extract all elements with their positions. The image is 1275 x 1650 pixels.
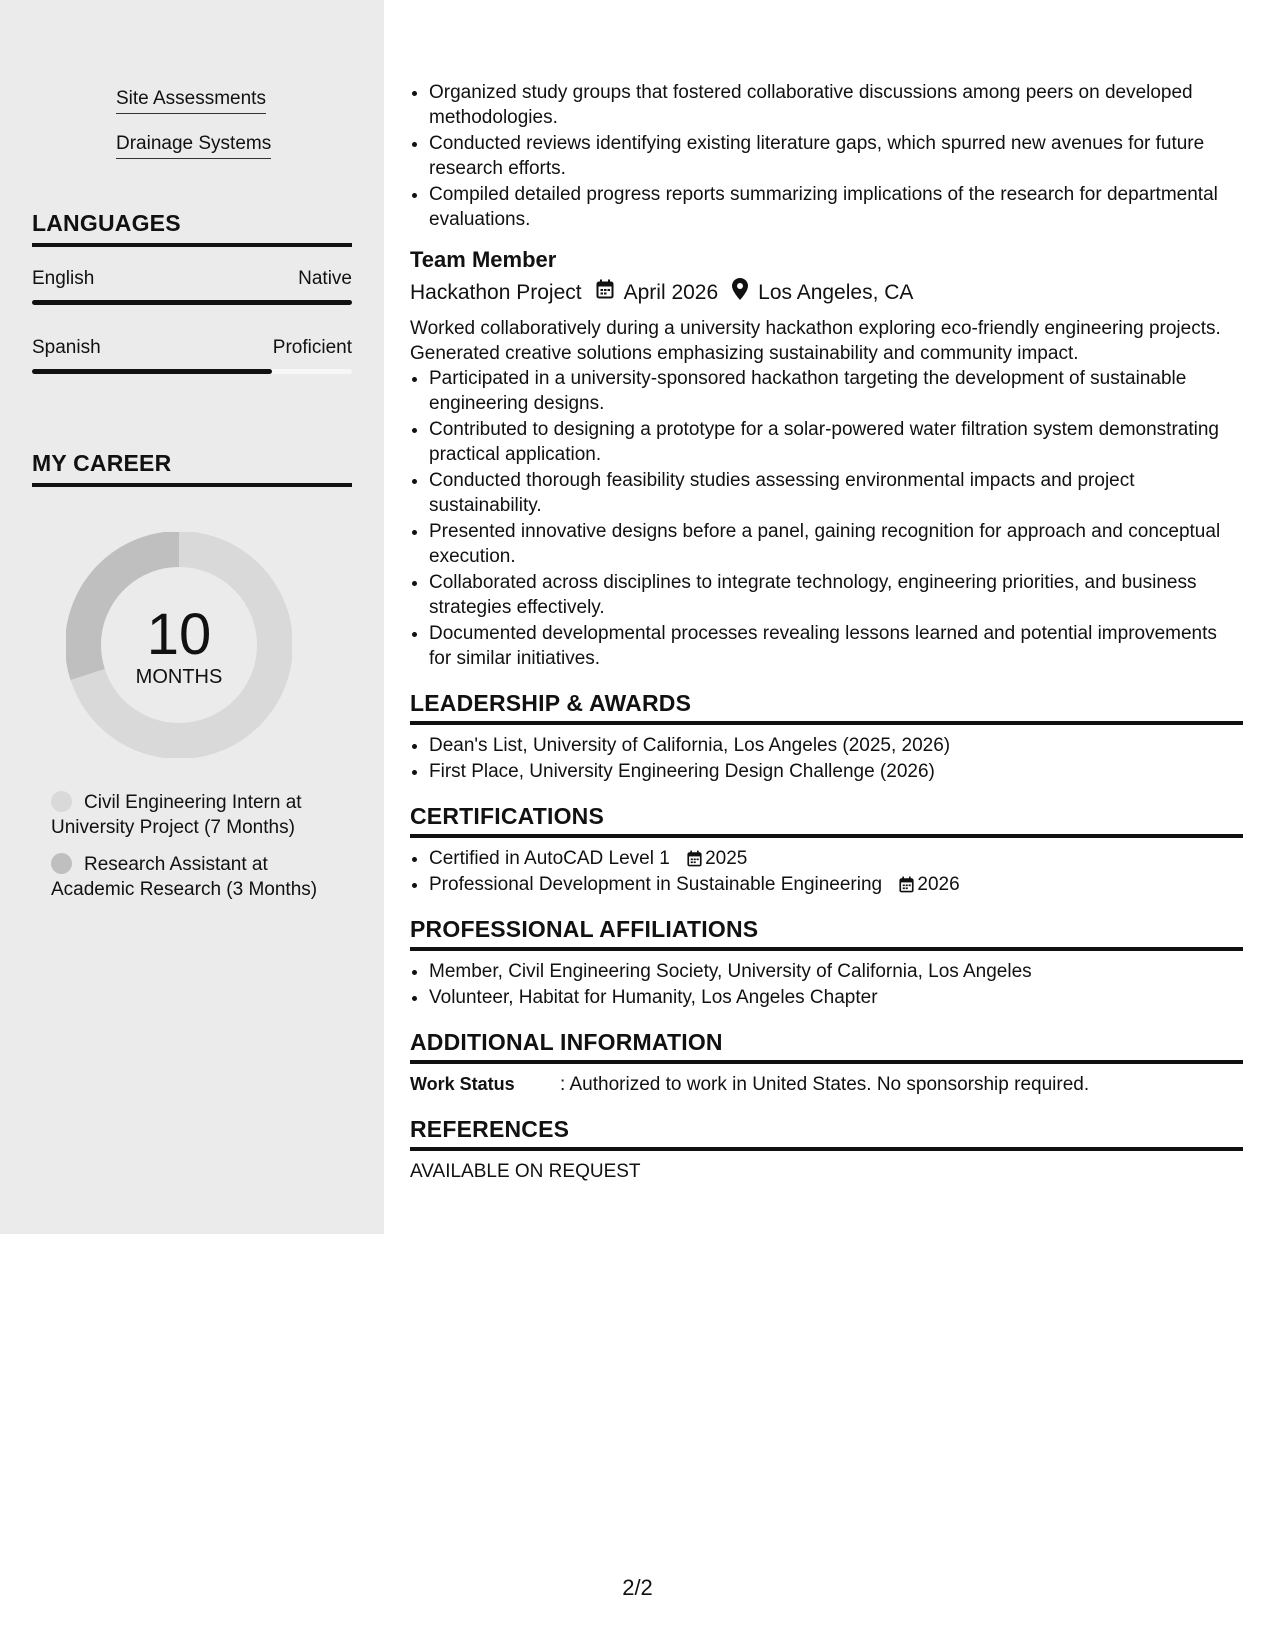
skill-tag-site-assessments: Site Assessments (116, 88, 266, 114)
award-item: • First Place, University Engineering Design Challenge (2026) (429, 759, 1243, 784)
certification-item (429, 872, 1243, 897)
job-company: Hackathon Project (410, 281, 582, 304)
skill-tag-drainage-systems: Drainage Systems (116, 133, 271, 159)
affiliation-item: • Member, Civil Engineering Society, University of California, Los Angeles (429, 959, 1243, 984)
work-status-value: : Authorized to work in United States. No sponsorship required. (560, 1074, 1090, 1095)
language-row-english (32, 268, 352, 290)
leadership-list (410, 733, 1243, 784)
work-status-label: Work Status (410, 1074, 515, 1094)
certification-date (899, 874, 959, 895)
page-number: 2/2 (622, 1575, 653, 1600)
certification-name: Certified in AutoCAD Level 1 (429, 848, 670, 869)
certification-date (687, 848, 747, 869)
additional-info-heading: ADDITIONAL INFORMATION (410, 1028, 1243, 1064)
certification-year: 2026 (917, 874, 960, 895)
bullet-item: • Conducted reviews identifying existing literature gaps, which spurred new avenues for future research efforts. (429, 131, 1243, 181)
career-total-unit: MONTHS (135, 666, 223, 688)
certifications-heading: CERTIFICATIONS (410, 802, 1243, 838)
certification-name: Professional Development in Sustainable Engineering (429, 874, 883, 895)
language-bar-fill (32, 369, 272, 374)
job-title: Team Member (410, 247, 557, 272)
job-location: Los Angeles, CA (758, 281, 914, 304)
references-text: AVAILABLE ON REQUEST (410, 1161, 641, 1182)
affiliations-heading: PROFESSIONAL AFFILIATIONS (410, 915, 1243, 951)
job-description: Worked collaboratively during a university hackathon exploring eco-friendly engineering projects. Generated creative solutions emphasizing sustainability and community impact. (410, 318, 1221, 364)
legend-dot (51, 853, 72, 874)
sidebar (0, 0, 384, 1234)
career-legend-item-research (51, 852, 351, 902)
language-name: Spanish (32, 337, 101, 358)
bullet-item: • Collaborated across disciplines to integrate technology, engineering priorities, and business strategies effectively. (429, 570, 1243, 620)
work-status-row (410, 1072, 1243, 1097)
award-item: • Dean's List, University of California, Los Angeles (2025, 2026) (429, 733, 1243, 758)
certifications-list (410, 846, 1243, 897)
job-bullets (410, 366, 1243, 671)
affiliation-item: • Volunteer, Habitat for Humanity, Los Angeles Chapter (429, 985, 1243, 1010)
bullet-item: • Contributed to designing a prototype for a solar-powered water filtration system demonstrating practical application. (429, 417, 1243, 467)
languages-heading: LANGUAGES (32, 210, 352, 247)
career-heading: MY CAREER (32, 450, 352, 487)
legend-label: Civil Engineering Intern at University Project (7 Months) (51, 792, 302, 838)
previous-job-bullets (410, 80, 1243, 232)
bullet-item: • Participated in a university-sponsored hackathon targeting the development of sustainable engineering designs. (429, 366, 1243, 416)
language-name: English (32, 268, 95, 289)
leadership-heading: LEADERSHIP & AWARDS (410, 689, 1243, 725)
language-level: Proficient (272, 337, 352, 358)
bullet-item: • Conducted thorough feasibility studies assessing environmental impacts and project sustainability. (429, 468, 1243, 518)
language-bar-fill (32, 300, 352, 305)
references-heading: REFERENCES (410, 1115, 1243, 1151)
legend-label: Research Assistant at Academic Research (3 Months) (51, 854, 318, 900)
job-date: April 2026 (623, 281, 719, 304)
calendar-icon (596, 279, 614, 307)
certification-item (429, 846, 1243, 871)
language-row-spanish (32, 337, 352, 359)
calendar-icon (899, 876, 914, 893)
language-level: Native (298, 268, 352, 289)
bullet-item: • Presented innovative designs before a panel, gaining recognition for approach and conceptual execution. (429, 519, 1243, 569)
calendar-icon (687, 850, 702, 867)
certification-year: 2025 (705, 848, 748, 869)
affiliations-list (410, 959, 1243, 1010)
language-bar-english (32, 300, 352, 305)
job-meta (410, 278, 1243, 308)
location-pin-icon (732, 278, 748, 308)
bullet-item: • Organized study groups that fostered collaborative discussions among peers on developed methodologies. (429, 80, 1243, 130)
career-total-months: 10 (146, 602, 212, 667)
bullet-item: • Compiled detailed progress reports summarizing implications of the research for departmental evaluations. (429, 182, 1243, 232)
language-bar-spanish (32, 369, 352, 374)
main-content (410, 80, 1243, 1184)
bullet-item: • Documented developmental processes revealing lessons learned and potential improvements for similar initiatives. (429, 621, 1243, 671)
career-legend-item-intern (51, 790, 351, 840)
legend-dot (51, 791, 72, 812)
